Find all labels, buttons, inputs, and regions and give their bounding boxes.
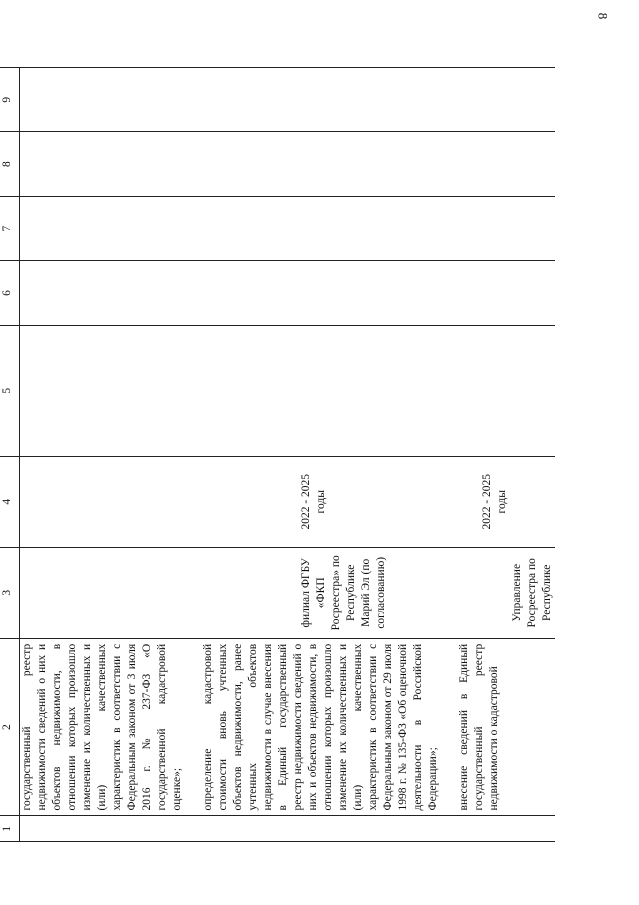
measure-text: внесение сведений в Единый государственный реестр недвижимости о кадастровой [458,643,500,811]
header-cell: 3 [0,547,20,638]
page-number: 8 [594,12,610,20]
measure-text: определение кадастровой стоимости вновь учтенных объектов недвижимости, ранее учтенных объектов недвижимости в случае внесения в Единый государственный реестр недвижимости сведений о них и объектов недвижимости, в отношении которых произошло изменение их количественных и (или) качественных характеристик в соответствии с Федеральным законом от 29 июля 1998 г. № 135-ФЗ «Об оценочной деятельности в Российской Федерации»; [202,643,439,811]
executor-cell [20,547,556,638]
empty-cell [20,196,556,260]
empty-cell [20,132,556,196]
empty-cell [20,325,556,456]
period-text: 2022 - 2025 годы [300,473,327,530]
header-cell: 1 [0,816,20,842]
header-cell: 2 [0,638,20,816]
period-text: 2022 - 2025 годы [481,473,508,530]
header-cell: 5 [0,325,20,456]
measure-text: государственный реестр недвижимости сведений о них и объектов недвижимости, в отношении которых произошло изменение их количественных и (или) качественных характеристик в соответствии с Федеральным законом от 3 июля 2016 г. № 237-ФЗ «О государственной кадастровой оценке»; [21,643,183,811]
period-cell [20,456,556,547]
rotated-page-content [0,67,639,842]
row-number-cell [20,816,556,842]
plan-table [0,67,555,842]
header-cell: 8 [0,132,20,196]
executor-text: Управление Росреестра по Республике [511,558,553,628]
empty-cell [20,68,556,132]
header-cell: 6 [0,261,20,325]
table-row [20,68,556,842]
measure-cell [20,638,556,816]
executor-text: филиал ФГБУ «ФКП Росреестра» по Республике Марий Эл (по согласованию) [300,555,387,631]
header-cell: 4 [0,456,20,547]
empty-cell [20,261,556,325]
header-cell: 9 [0,68,20,132]
header-row [0,68,20,842]
header-cell: 7 [0,196,20,260]
